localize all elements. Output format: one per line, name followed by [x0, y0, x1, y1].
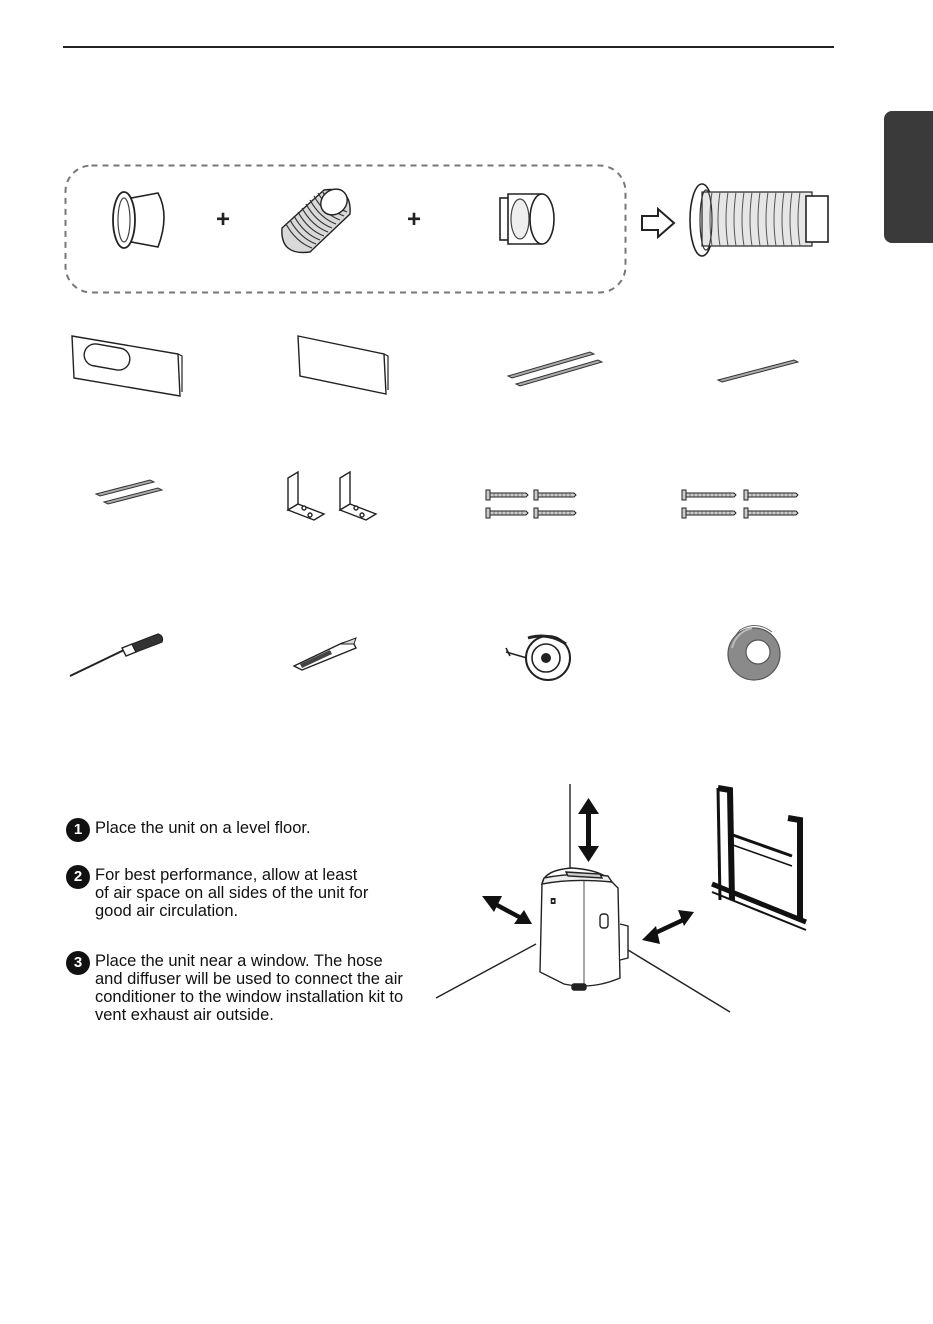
foam-strips-long-icon — [504, 348, 604, 388]
plus-sign-1: + — [216, 206, 231, 233]
step-number-3: 3 — [66, 951, 90, 975]
arrow-right-icon — [640, 207, 676, 239]
svg-text:◘: ◘ — [550, 897, 557, 906]
window-panel-icon — [294, 332, 390, 396]
step-number-1: 1 — [66, 818, 90, 842]
plus-sign-2: + — [407, 206, 422, 233]
utility-knife-icon — [290, 636, 360, 672]
tape-measure-icon — [504, 630, 576, 684]
step-2 — [66, 866, 406, 920]
placement-illustration — [432, 784, 832, 1016]
header-rule — [63, 46, 834, 48]
duct-tape-icon — [722, 620, 784, 682]
foam-strip-icon — [714, 356, 802, 386]
exhaust-hose-icon — [272, 180, 358, 260]
step-text-2: For best performance, allow at least of air space on all sides of the unit for good air circulation. — [95, 866, 369, 920]
step-3 — [66, 952, 406, 1024]
l-brackets-icon — [282, 470, 386, 526]
assembled-hose-icon — [684, 180, 832, 260]
unit-adapter-icon — [496, 188, 562, 250]
window-adapter-icon — [106, 185, 172, 255]
step-text-1: Place the unit on a level floor. — [95, 819, 311, 837]
step-text-3: Place the unit near a window. The hose and diffuser will be used to connect the air conditioner to the window installation kit to vent exhaust air outside. — [95, 952, 404, 1024]
window-panel-with-hole-icon — [68, 332, 184, 398]
foam-strips-short-icon — [92, 476, 166, 506]
step-1 — [66, 819, 406, 837]
screws-long-icon — [678, 486, 804, 524]
step-number-2: 2 — [66, 865, 90, 889]
language-tab — [884, 111, 933, 243]
screwdriver-icon — [66, 632, 166, 680]
screws-short-icon — [482, 486, 582, 524]
